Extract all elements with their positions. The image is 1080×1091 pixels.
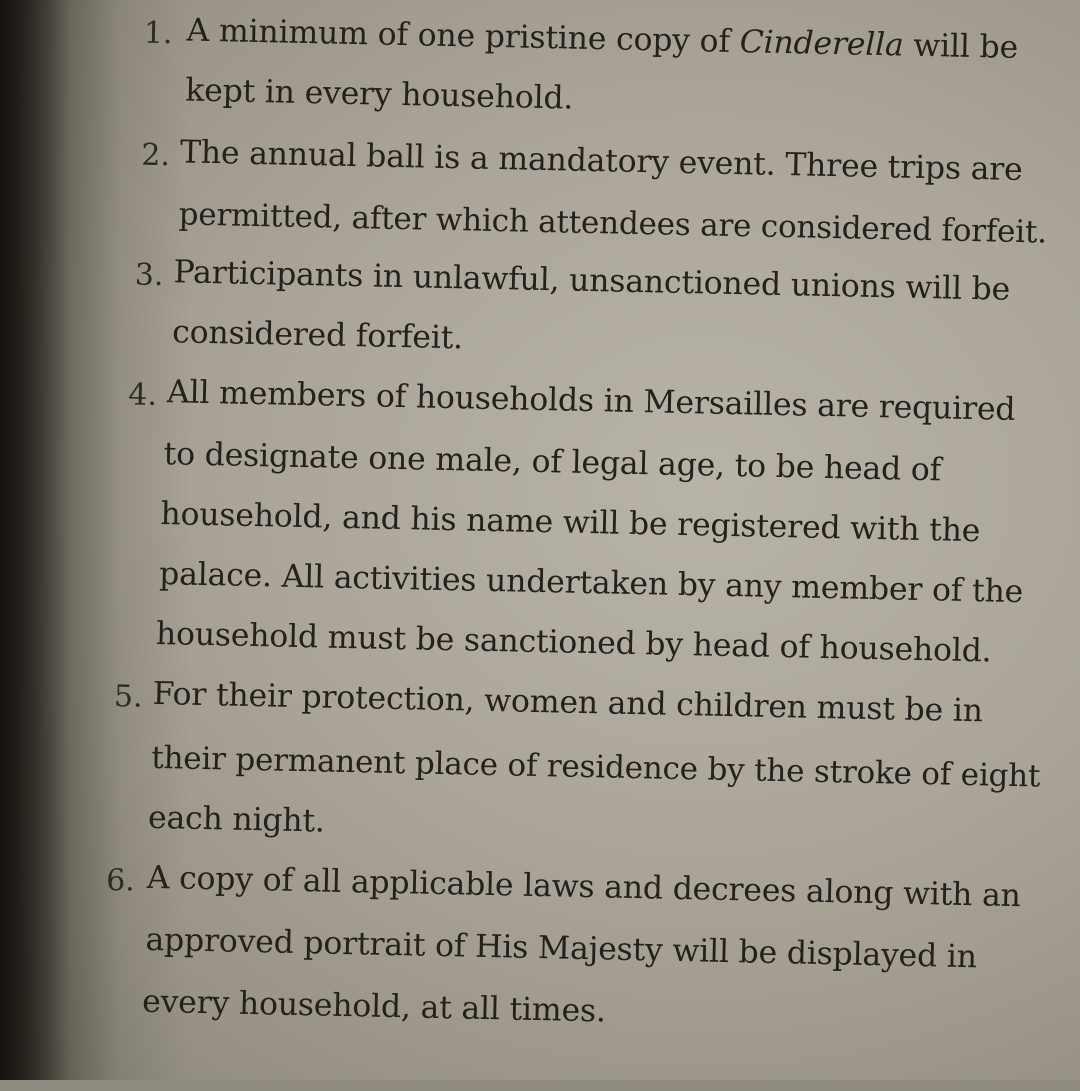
rule-number: 6. — [105, 862, 136, 899]
rule-number: 4. — [127, 377, 158, 413]
rule-text-line: palace. All activities undertaken by any member of the — [158, 556, 1024, 611]
rule-text-line: household, and his name will be registered with the — [160, 496, 981, 550]
rule-number: 5. — [113, 679, 143, 715]
book-title: Cinderella — [739, 24, 904, 64]
rule-text-line: each night. — [147, 799, 326, 840]
rule-text-line: permitted, after which attendees are considered forfeit. — [178, 196, 1048, 251]
rule-text-line: their permanent place of residence by the stroke of eight — [150, 739, 1041, 795]
rule-text-line: every household, at all times. — [141, 983, 607, 1030]
rule-text-line: Participants in unlawful, unsanctioned unions will be — [173, 254, 1011, 308]
rule-text-line: The annual ball is a mandatory event. Three trips are — [179, 134, 1023, 189]
rule-text-line: considered forfeit. — [171, 314, 464, 357]
rule-item — [11, 0, 1019, 117]
rule-text-line: kept in every household. — [184, 72, 574, 117]
rule-text-line: approved portrait of His Majesty will be displayed in — [145, 921, 978, 976]
rule-number: 1. — [143, 15, 173, 52]
rule-text-line: to designate one male, of legal age, to be head of — [163, 436, 942, 489]
rule-number: 2. — [140, 137, 171, 174]
rule-text-line: A minimum of one pristine copy of Cinderella will be — [186, 12, 1019, 66]
rule-text-line: For their protection, women and children must be in — [152, 675, 984, 730]
rule-number: 3. — [134, 257, 164, 294]
rule-text-line: A copy of all applicable laws and decrees along with an — [146, 859, 1022, 915]
rule-text-line: household must be sanctioned by head of household. — [155, 615, 992, 670]
rule-text-line: All members of households in Mersailles are required — [166, 374, 1016, 428]
